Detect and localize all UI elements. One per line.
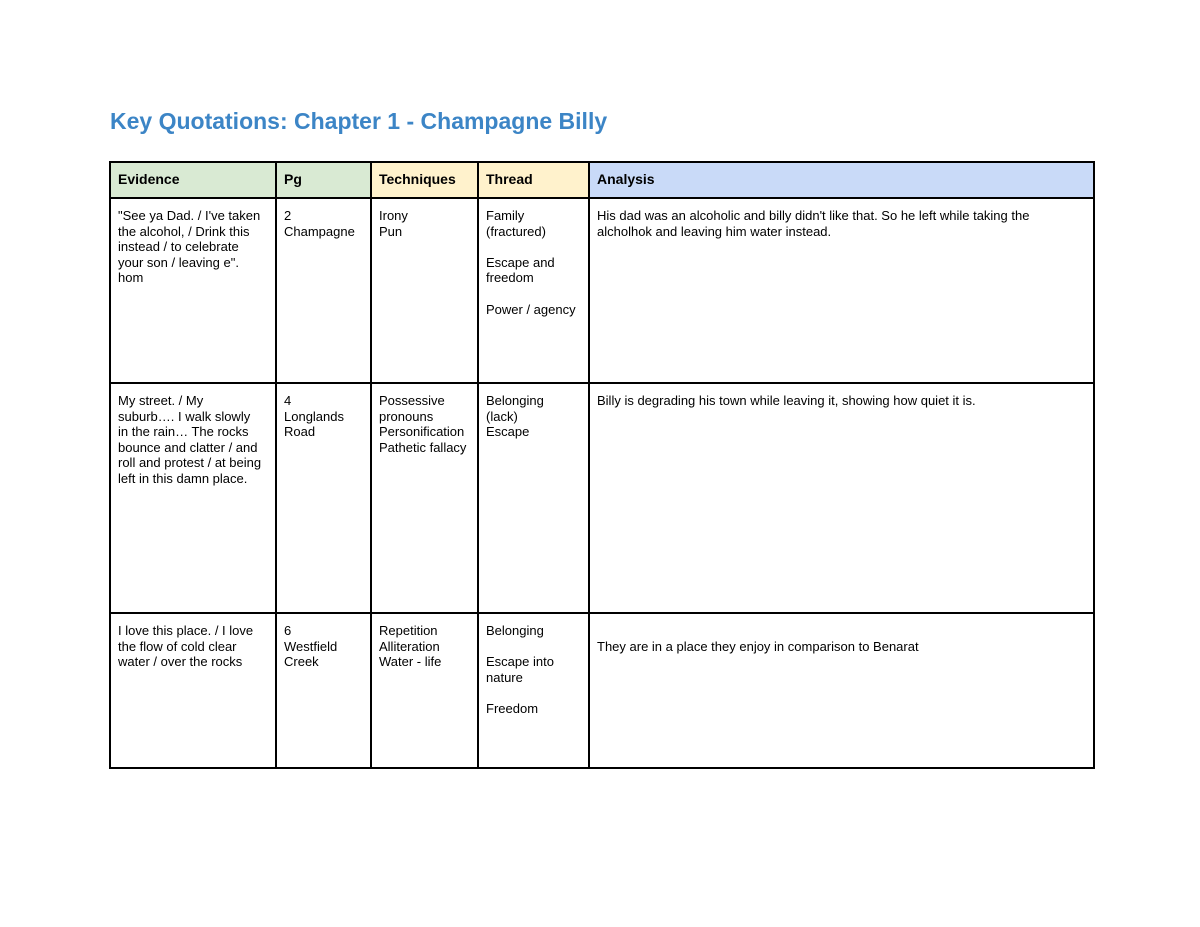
- pg-cell: [276, 383, 371, 613]
- header-techniques: Techniques: [371, 162, 478, 198]
- table-header-row: [110, 162, 1094, 198]
- cell-text-line: bounce and clatter / and: [118, 439, 258, 455]
- cell-text-line: alcholhok and leaving him water instead.: [597, 223, 832, 239]
- table-row: [110, 383, 1094, 613]
- evidence-cell: [110, 383, 276, 613]
- cell-text-line: Family: [486, 208, 525, 223]
- thread-cell: [478, 613, 589, 768]
- cell-text-line: Possessive: [379, 393, 445, 408]
- cell-text-line: Freedom: [486, 700, 539, 716]
- blank-line: [486, 639, 581, 655]
- pg-cell: [276, 198, 371, 383]
- cell-text-line: Creek: [284, 654, 319, 670]
- table-row: [110, 613, 1094, 768]
- analysis-cell: [589, 383, 1094, 613]
- cell-text-line: Champagne: [284, 223, 355, 239]
- cell-text-line: in the rain… The rocks: [118, 424, 249, 440]
- cell-text-line: nature: [486, 669, 523, 685]
- cell-text-line: roll and protest / at being: [118, 455, 262, 471]
- cell-text-line: Alliteration: [379, 638, 440, 654]
- header-evidence: Evidence: [110, 162, 276, 198]
- cell-text-line: I love this place. / I love: [118, 623, 254, 638]
- cell-text-line: hom: [118, 270, 144, 286]
- cell-text-line: Road: [284, 424, 316, 440]
- cell-text-line: your son / leaving e".: [118, 254, 239, 270]
- page-title: Key Quotations: Chapter 1 - Champagne Billy: [110, 108, 608, 134]
- cell-text-line: (lack): [486, 408, 518, 424]
- cell-text-line: Longlands: [284, 408, 344, 424]
- thread-cell: [478, 198, 589, 383]
- cell-text-line: Pathetic fallacy: [379, 439, 467, 455]
- header-analysis: Analysis: [589, 162, 1094, 198]
- analysis-cell: [589, 198, 1094, 383]
- cell-text-line: 2: [284, 208, 292, 223]
- table-row: [110, 198, 1094, 383]
- techniques-cell: [371, 383, 478, 613]
- analysis-cell: [589, 613, 1094, 768]
- cell-text-line: Repetition: [379, 623, 438, 638]
- cell-text-line: 4: [284, 393, 292, 408]
- cell-text-line: Belonging: [486, 623, 544, 638]
- cell-text-line: They are in a place they enjoy in comparison to Benarat: [597, 638, 919, 654]
- cell-text-line: My street. / My: [118, 393, 204, 408]
- cell-text-line: Personification: [379, 424, 465, 440]
- cell-text-line: Water - life: [379, 654, 442, 670]
- blank-line: [486, 239, 581, 255]
- blank-line: [486, 286, 581, 302]
- blank-line: [597, 623, 1086, 639]
- header-thread: Thread: [478, 162, 589, 198]
- cell-text-line: suburb…. I walk slowly: [118, 408, 251, 424]
- quotations-table: [109, 161, 1095, 769]
- techniques-cell: [371, 613, 478, 768]
- cell-text-line: Escape: [486, 424, 530, 440]
- cell-text-line: the alcohol, / Drink this: [118, 223, 250, 239]
- cell-text-line: Westfield: [284, 638, 338, 654]
- cell-text-line: the flow of cold clear: [118, 638, 237, 654]
- cell-text-line: pronouns: [379, 408, 434, 424]
- evidence-cell: [110, 198, 276, 383]
- cell-text-line: Billy is degrading his town while leaving it, showing how quiet it is.: [597, 393, 976, 408]
- pg-cell: [276, 613, 371, 768]
- header-pg: Pg: [276, 162, 371, 198]
- thread-cell: [478, 383, 589, 613]
- cell-text-line: Power / agency: [486, 301, 576, 317]
- cell-text-line: Irony: [379, 208, 408, 223]
- blank-line: [486, 685, 581, 701]
- cell-text-line: (fractured): [486, 223, 546, 239]
- cell-text-line: "See ya Dad. / I've taken: [118, 208, 261, 223]
- techniques-cell: [371, 198, 478, 383]
- cell-text-line: Escape into: [486, 654, 554, 670]
- cell-text-line: Pun: [379, 223, 403, 239]
- evidence-cell: [110, 613, 276, 768]
- cell-text-line: water / over the rocks: [118, 654, 243, 670]
- cell-text-line: 6: [284, 623, 292, 638]
- cell-text-line: Escape and: [486, 254, 555, 270]
- cell-text-line: left in this damn place.: [118, 470, 248, 486]
- cell-text-line: Belonging: [486, 393, 544, 408]
- cell-text-line: His dad was an alcoholic and billy didn't like that. So he left while taking the: [597, 208, 1030, 223]
- cell-text-line: instead / to celebrate: [118, 239, 239, 255]
- cell-text-line: freedom: [486, 270, 534, 286]
